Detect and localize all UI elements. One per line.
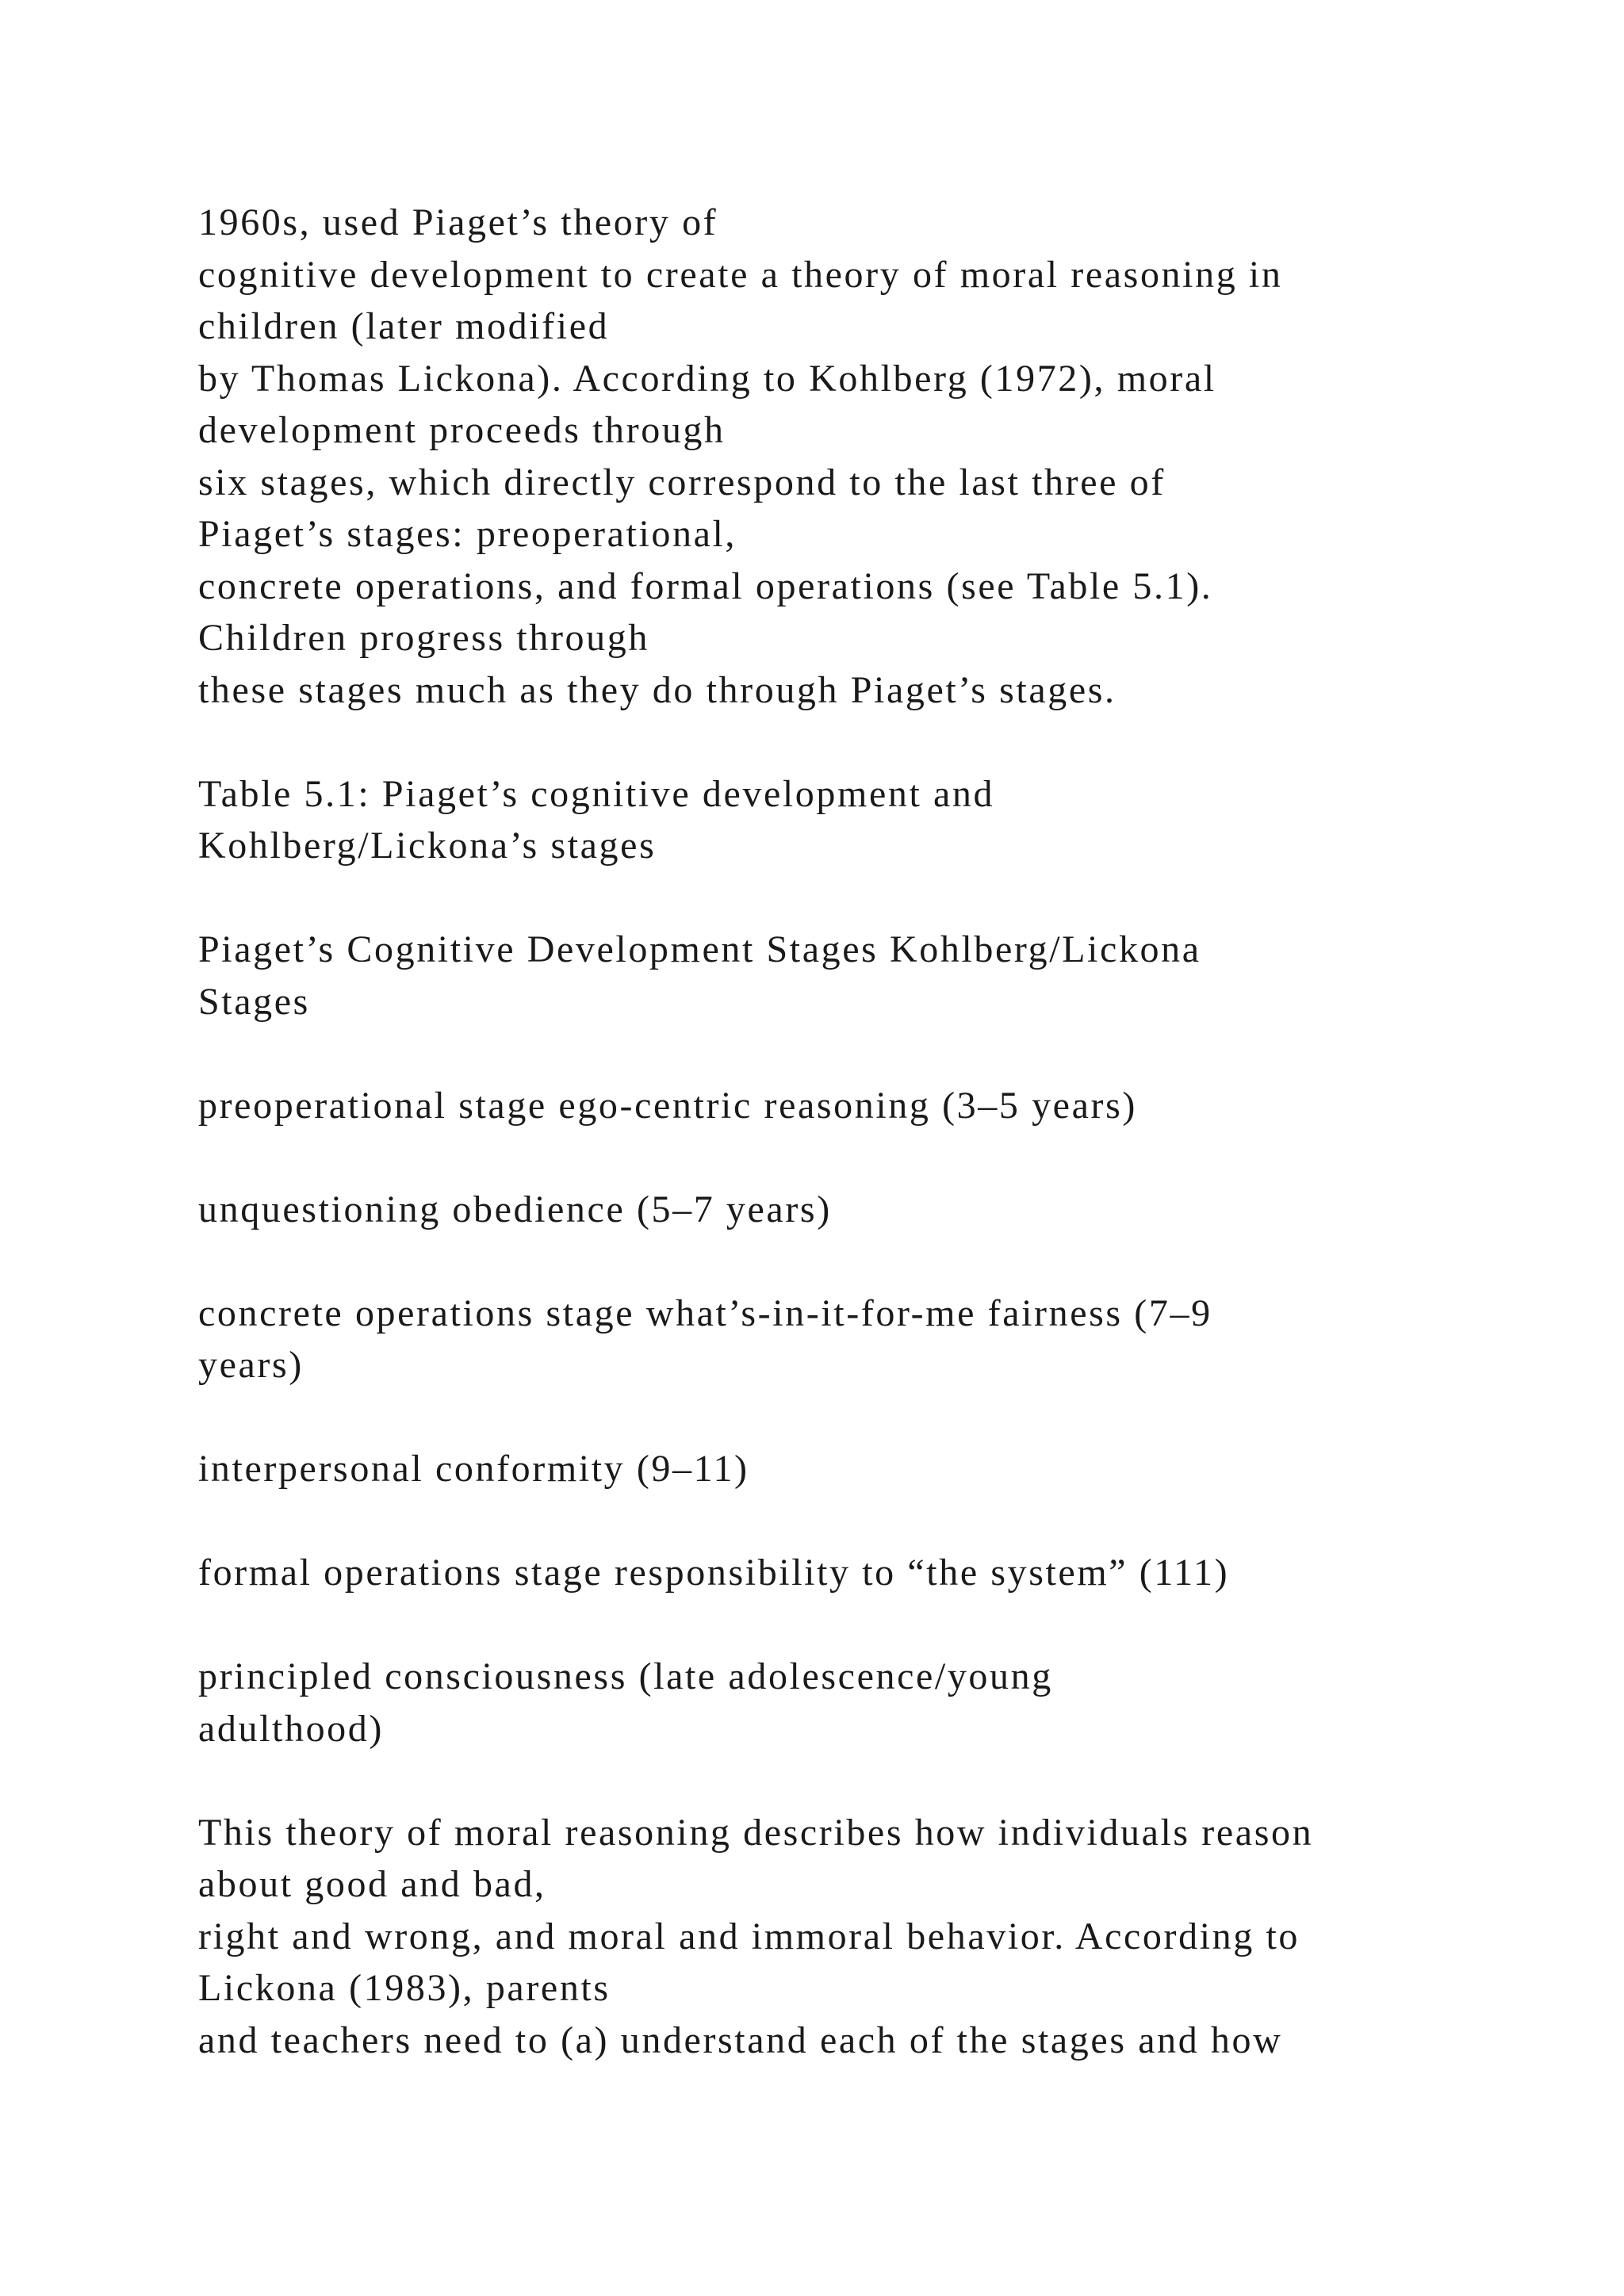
text-line: years) [198,1344,304,1386]
table-row [198,1288,1546,1391]
text-line: formal operations stage responsibility to “the system” (111) [198,1552,1230,1594]
text-line: unquestioning obedience (5–7 years) [198,1188,832,1230]
text-line: right and wrong, and moral and immoral behavior. According to [198,1915,1300,1957]
blank-line [198,1755,1546,1807]
text-line: about good and bad, [198,1863,546,1905]
text-line: Table 5.1: Piaget’s cognitive development and [198,772,995,815]
text-line: principled consciousness (late adolescence/young [198,1655,1053,1697]
blank-line [198,1599,1546,1651]
text-line: concrete operations, and formal operations (see Table 5.1). [198,564,1213,607]
blank-line [198,1131,1546,1184]
table-header [198,924,1546,1027]
table-row [198,1651,1546,1755]
closing-paragraph [198,1807,1546,2067]
text-line: This theory of moral reasoning describes how individuals reason [198,1811,1314,1854]
text-line: preoperational stage ego-centric reasoning (3–5 years) [198,1084,1137,1127]
text-line: cognitive development to create a theory of moral reasoning in [198,253,1283,296]
text-line: Piaget’s Cognitive Development Stages Kohlberg/Lickona [198,928,1201,970]
table-caption [198,768,1546,872]
table-row [198,1547,1546,1599]
blank-line [198,872,1546,924]
text-line: interpersonal conformity (9–11) [198,1448,749,1490]
document-text [198,197,1546,2066]
text-line: by Thomas Lickona). According to Kohlberg (1972), moral [198,357,1216,400]
blank-line [198,1235,1546,1288]
blank-line [198,1027,1546,1080]
text-line: adulthood) [198,1707,384,1750]
table-row [198,1080,1546,1132]
text-line: children (later modified [198,305,610,347]
text-line: these stages much as they do through Piaget’s stages. [198,668,1116,711]
text-line: Stages [198,980,310,1023]
text-line: concrete operations stage what’s-in-it-for-me fairness (7–9 [198,1292,1212,1334]
table-row [198,1184,1546,1236]
blank-line [198,716,1546,768]
text-line: six stages, which directly correspond to the last three of [198,461,1166,503]
text-line: and teachers need to (a) understand each of the stages and how [198,2019,1283,2061]
table-row [198,1443,1546,1495]
text-line: Children progress through [198,617,649,659]
blank-line [198,1495,1546,1548]
text-line: Lickona (1983), parents [198,1967,611,2009]
text-line: development proceeds through [198,409,726,451]
blank-line [198,1391,1546,1444]
intro-paragraph [198,197,1546,716]
text-line: Kohlberg/Lickona’s stages [198,825,657,867]
text-line: 1960s, used Piaget’s theory of [198,201,718,243]
text-line: Piaget’s stages: preoperational, [198,513,737,555]
